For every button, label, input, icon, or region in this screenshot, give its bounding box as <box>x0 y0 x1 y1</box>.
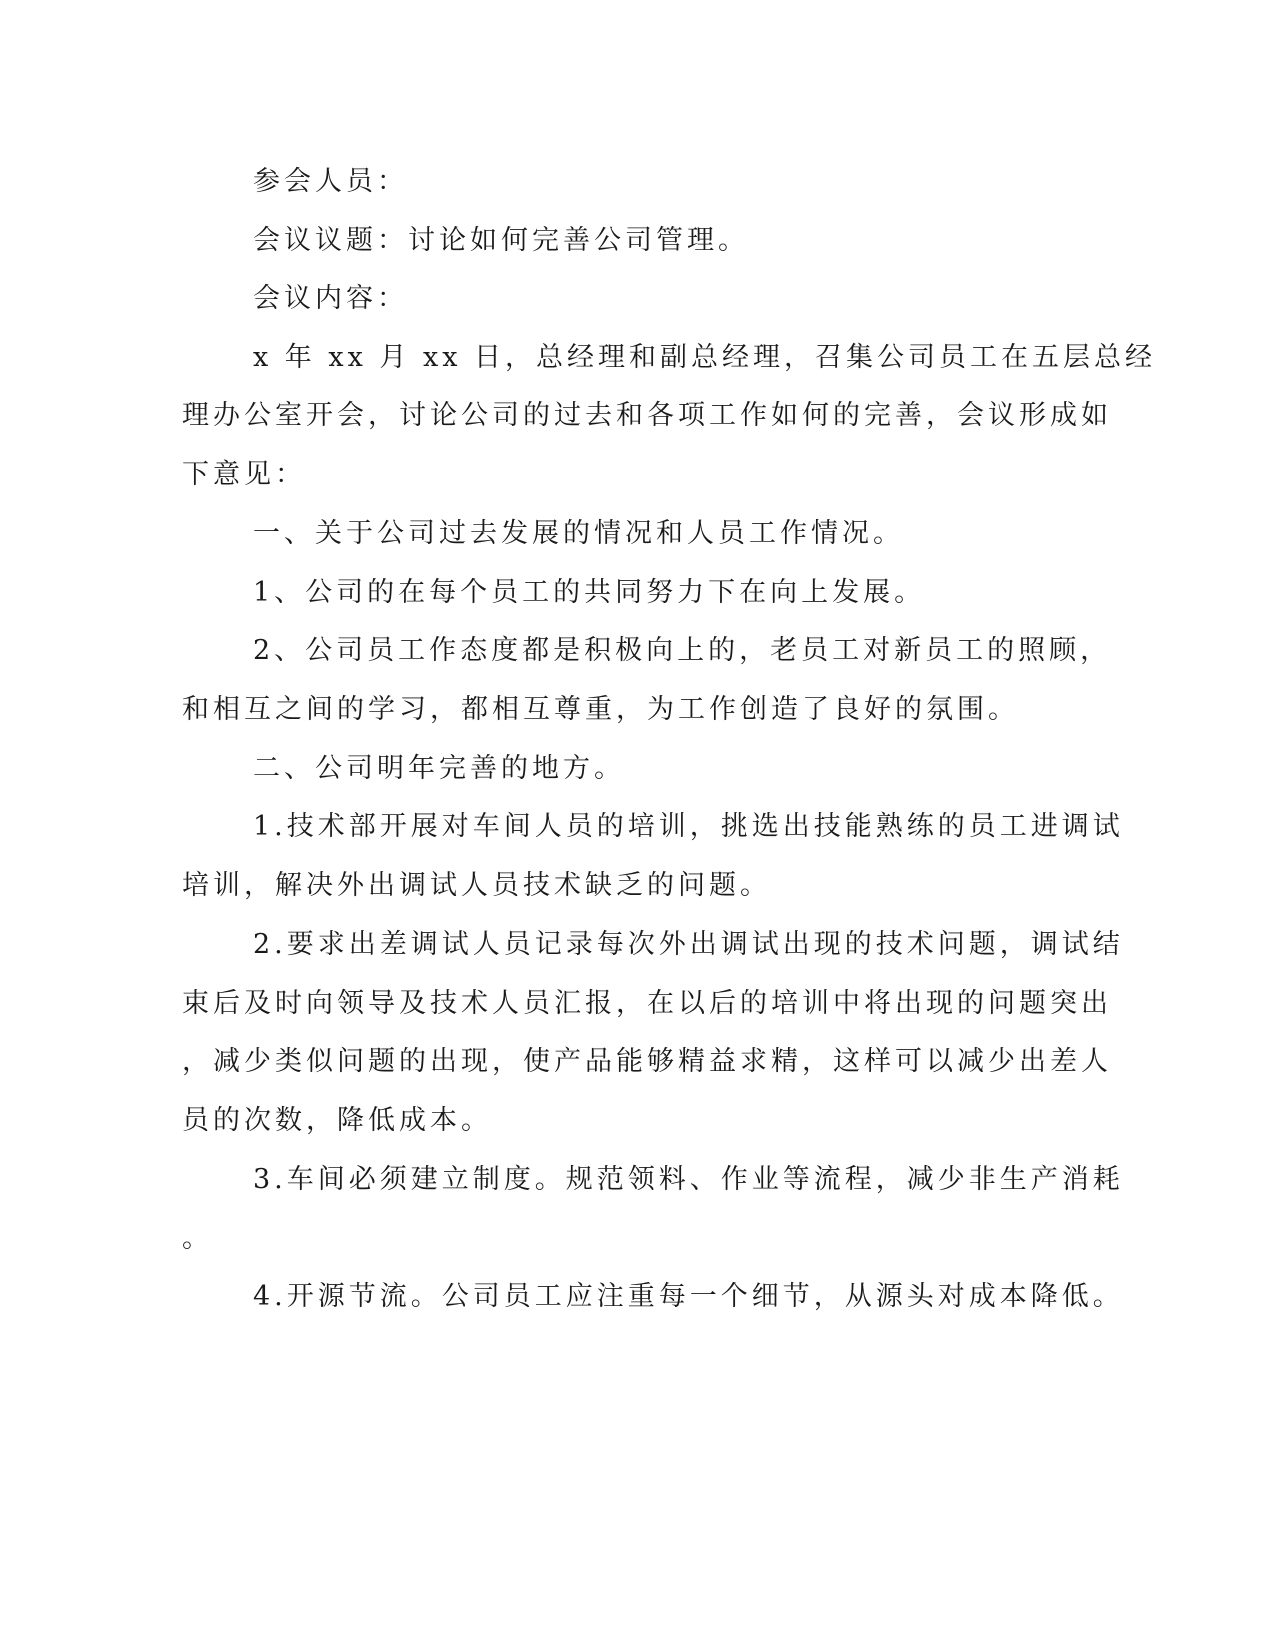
list-item: 1.技术部开展对车间人员的培训，挑选出技能熟练的员工进调试 <box>253 811 1124 842</box>
list-item: 1、公司的在每个员工的共同努力下在向上发展。 <box>253 577 926 608</box>
list-item-continuation: 。 <box>182 1223 213 1254</box>
list-item-continuation: 培训，解决外出调试人员技术缺乏的问题。 <box>182 870 771 901</box>
list-item-continuation: ，减少类似问题的出现，使产品能够精益求精，这样可以减少出差人 <box>182 1046 1112 1077</box>
meeting-content-heading: 会议内容： <box>253 283 408 314</box>
attendees-line: 参会人员： <box>253 166 408 197</box>
meeting-topic-line: 会议议题：讨论如何完善公司管理。 <box>253 225 749 256</box>
body-text-line: 理办公室开会，讨论公司的过去和各项工作如何的完善，会议形成如 <box>182 400 1112 431</box>
list-item-continuation: 束后及时向领导及技术人员汇报，在以后的培训中将出现的问题突出 <box>182 988 1112 1019</box>
list-item: 3.车间必须建立制度。规范领料、作业等流程，减少非生产消耗 <box>253 1164 1124 1195</box>
list-item: 4.开源节流。公司员工应注重每一个细节，从源头对成本降低。 <box>253 1281 1124 1312</box>
list-item-continuation: 员的次数，降低成本。 <box>182 1105 492 1136</box>
list-item: 2.要求出差调试人员记录每次外出调试出现的技术问题，调试结 <box>253 929 1124 960</box>
section-heading-two: 二、公司明年完善的地方。 <box>253 753 625 784</box>
body-text-line: x 年 xx 月 xx 日，总经理和副总经理，召集公司员工在五层总经 <box>253 342 1157 373</box>
list-item-continuation: 和相互之间的学习，都相互尊重，为工作创造了良好的氛围。 <box>182 694 1019 725</box>
list-item: 2、公司员工作态度都是积极向上的，老员工对新员工的照顾， <box>253 635 1112 666</box>
section-heading-one: 一、关于公司过去发展的情况和人员工作情况。 <box>253 518 904 549</box>
body-text-line: 下意见： <box>182 459 306 490</box>
